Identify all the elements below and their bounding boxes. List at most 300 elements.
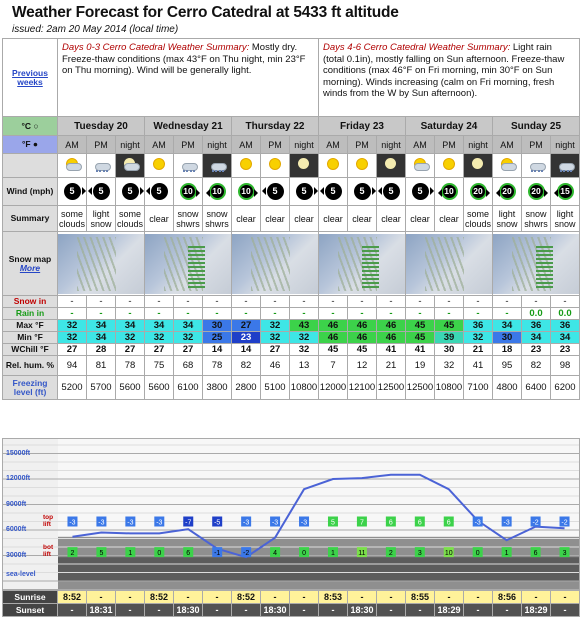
weather-icon-cell — [493, 154, 522, 178]
weather-icon-cell — [377, 154, 406, 178]
snow-map-image[interactable] — [406, 232, 493, 296]
sunset-cell: 18:30 — [348, 604, 377, 617]
min-temp-cell: 34 — [522, 332, 551, 344]
freezing-level-chart — [2, 438, 580, 590]
snow-map-image[interactable] — [493, 232, 580, 296]
snow-in-cell: - — [232, 296, 261, 308]
period-header: night — [377, 136, 406, 154]
humidity-cell: 46 — [261, 356, 290, 376]
previous-weeks-cell — [3, 39, 58, 117]
min-temp-cell: 32 — [58, 332, 87, 344]
freezing-level-cell: 5700 — [87, 376, 116, 400]
freezing-level-cell: 12500 — [377, 376, 406, 400]
summary-cell: snow shwrs — [522, 206, 551, 232]
snow-map-image[interactable] — [232, 232, 319, 296]
moon-cloud-icon — [119, 155, 141, 173]
issued-time: issued: 2am 20 May 2014 (local time) — [12, 24, 179, 35]
weather-icon-cell — [406, 154, 435, 178]
wind-arrow-icon: 10 — [238, 183, 255, 200]
sun-icon — [148, 155, 170, 173]
sun-cloud-icon — [409, 155, 431, 173]
max-temp-cell: 46 — [319, 320, 348, 332]
wind-cell — [464, 178, 493, 206]
sunset-cell: 18:29 — [522, 604, 551, 617]
freezing-level-cell: 10800 — [290, 376, 319, 400]
bot-lift-temp: 0 — [475, 550, 480, 558]
wind-arrow-icon: 20 — [470, 183, 487, 200]
altitude-label: 6000ft — [6, 526, 27, 533]
weather-summary-2 — [319, 39, 580, 117]
rain-in-cell: - — [377, 308, 406, 320]
wind-chill-cell: 41 — [377, 344, 406, 356]
min-temp-cell: 34 — [551, 332, 580, 344]
max-temp-cell: 32 — [58, 320, 87, 332]
sun-icon — [322, 155, 344, 173]
period-header: AM — [406, 136, 435, 154]
bot-lift-temp: 3 — [562, 550, 567, 558]
wind-cell — [377, 178, 406, 206]
day-header: Thursday 22 — [232, 117, 319, 136]
sunrise-cell: - — [464, 591, 493, 604]
sunset-cell: - — [116, 604, 145, 617]
wind-arrow-icon: 5 — [354, 183, 371, 200]
wind-arrow-icon: 5 — [122, 183, 139, 200]
max-temp-cell: 32 — [261, 320, 290, 332]
bot-lift-temp: 0 — [157, 550, 162, 558]
weather-icon-cell — [290, 154, 319, 178]
max-temp-cell: 30 — [203, 320, 232, 332]
bot-lift-temp: -1 — [214, 550, 221, 558]
period-header: PM — [174, 136, 203, 154]
snow-in-cell: - — [377, 296, 406, 308]
freezing-level-cell: 12500 — [406, 376, 435, 400]
sunrise-cell: - — [261, 591, 290, 604]
summary-cell: clear — [319, 206, 348, 232]
period-header: PM — [261, 136, 290, 154]
wind-cell — [116, 178, 145, 206]
sunrise-cell: - — [551, 591, 580, 604]
more-link[interactable]: More — [19, 262, 41, 273]
bot-lift-temp: 2 — [70, 550, 75, 558]
bot-lift-temp: 4 — [273, 550, 278, 558]
summary-cell: some clouds — [464, 206, 493, 232]
humidity-cell: 95 — [493, 356, 522, 376]
humidity-cell: 12 — [348, 356, 377, 376]
sunrise-cell: - — [348, 591, 377, 604]
sunrise-cell: 8:55 — [406, 591, 435, 604]
top-lift-temp: -3 — [127, 519, 134, 527]
summary-cell: clear — [145, 206, 174, 232]
snow-in-cell: - — [261, 296, 290, 308]
rain-in-cell: - — [116, 308, 145, 320]
rain-in-cell: 0.0 — [551, 308, 580, 320]
wind-cell — [493, 178, 522, 206]
freezing-level-cell: 4800 — [493, 376, 522, 400]
sunset-cell: - — [551, 604, 580, 617]
max-temp-cell: 45 — [406, 320, 435, 332]
sunset-cell: - — [58, 604, 87, 617]
summary-cell: clear — [232, 206, 261, 232]
freezing-level-cell: 7100 — [464, 376, 493, 400]
sunrise-cell: 8:53 — [319, 591, 348, 604]
freezing-level-cell: 3800 — [203, 376, 232, 400]
sunset-cell: - — [464, 604, 493, 617]
min-temp-cell: 34 — [87, 332, 116, 344]
lift-label: top lift — [43, 513, 54, 528]
snow-in-cell: - — [174, 296, 203, 308]
sun-cloud-icon — [496, 155, 518, 173]
weather-icon-cell — [464, 154, 493, 178]
bot-lift-temp: 6 — [533, 550, 538, 558]
max-temp-cell: 46 — [377, 320, 406, 332]
day-header: Sunday 25 — [493, 117, 580, 136]
min-temp-cell: 23 — [232, 332, 261, 344]
humidity-label: Rel. hum. % — [3, 356, 58, 376]
top-lift-temp: 6 — [446, 519, 451, 527]
period-header: night — [290, 136, 319, 154]
weather-icon-cell — [261, 154, 290, 178]
period-header: AM — [319, 136, 348, 154]
summary-cell: light snow — [551, 206, 580, 232]
period-header: AM — [232, 136, 261, 154]
snow-map-image[interactable] — [58, 232, 145, 296]
sunset-cell: - — [406, 604, 435, 617]
snow-in-cell: - — [406, 296, 435, 308]
previous-weeks-link[interactable]: Previous weeks — [12, 67, 48, 87]
period-header: night — [551, 136, 580, 154]
wind-arrow-icon: 5 — [325, 183, 342, 200]
min-temp-cell: 25 — [203, 332, 232, 344]
summary-title: Days 4-6 Cerro Catedral Weather Summary: — [323, 42, 511, 53]
min-temp-cell: 45 — [406, 332, 435, 344]
period-header: night — [464, 136, 493, 154]
rain-in-cell: - — [87, 308, 116, 320]
summary-label: Summary — [3, 206, 58, 232]
moon-icon — [380, 155, 402, 173]
wind-cell — [232, 178, 261, 206]
wind-chill-cell: 23 — [522, 344, 551, 356]
summary-cell: clear — [261, 206, 290, 232]
wind-chill-cell: 30 — [435, 344, 464, 356]
altitude-label: sea-level — [6, 571, 36, 578]
rain-in-cell: - — [493, 308, 522, 320]
top-lift-temp: -7 — [185, 519, 192, 527]
snow-cloud-icon — [206, 155, 228, 173]
wind-chill-cell: 27 — [58, 344, 87, 356]
freezing-level-cell: 2800 — [232, 376, 261, 400]
min-temp-cell: 46 — [348, 332, 377, 344]
snow-cloud-icon — [525, 155, 547, 173]
unit-fahrenheit-toggle[interactable]: °F ● — [3, 136, 58, 154]
rain-in-cell: - — [348, 308, 377, 320]
wind-arrow-icon: 5 — [383, 183, 400, 200]
sunset-cell: - — [232, 604, 261, 617]
snow-in-cell: - — [522, 296, 551, 308]
max-temp-cell: 36 — [522, 320, 551, 332]
wind-cell — [174, 178, 203, 206]
summary-cell: clear — [435, 206, 464, 232]
rain-in-cell: - — [319, 308, 348, 320]
rain-in-cell: - — [261, 308, 290, 320]
rain-in-cell: - — [145, 308, 174, 320]
humidity-cell: 7 — [319, 356, 348, 376]
sun-icon — [438, 155, 460, 173]
weather-icon-cell — [232, 154, 261, 178]
rain-in-cell: - — [232, 308, 261, 320]
wind-arrow-icon: 5 — [412, 183, 429, 200]
weather-icon-cell — [87, 154, 116, 178]
snow-map-image[interactable] — [319, 232, 406, 296]
bot-lift-temp: 10 — [444, 550, 453, 558]
humidity-cell: 21 — [377, 356, 406, 376]
bot-lift-temp: 1 — [128, 550, 133, 558]
period-header: PM — [348, 136, 377, 154]
max-temp-cell: 43 — [290, 320, 319, 332]
snow-in-cell: - — [58, 296, 87, 308]
bot-lift-temp: 2 — [388, 550, 393, 558]
max-temp-cell: 45 — [435, 320, 464, 332]
top-lift-temp: 5 — [331, 519, 335, 527]
rain-in-cell: 0.0 — [522, 308, 551, 320]
bot-lift-temp: 1 — [331, 550, 335, 558]
summary-text: Mostly dry. Freeze-thaw conditions (max 43°F on Thu night, min 23°F on Thu morning). Wind will be generally light. — [62, 42, 306, 76]
wind-cell — [203, 178, 232, 206]
min-temp-cell: 46 — [319, 332, 348, 344]
rain-in-cell: - — [464, 308, 493, 320]
wind-cell — [406, 178, 435, 206]
wind-arrow-icon: 15 — [557, 183, 574, 200]
altitude-label: 9000ft — [6, 500, 27, 508]
weather-icon-cell — [319, 154, 348, 178]
wind-chill-cell: 45 — [348, 344, 377, 356]
wind-arrow-icon: 5 — [267, 183, 284, 200]
weather-summary-1 — [58, 39, 319, 117]
min-temp-cell: 32 — [174, 332, 203, 344]
bot-lift-temp: 6 — [186, 550, 191, 558]
max-temp-cell: 34 — [116, 320, 145, 332]
wind-chill-cell: 28 — [87, 344, 116, 356]
wind-arrow-icon: 5 — [151, 183, 168, 200]
wind-cell — [58, 178, 87, 206]
wind-arrow-icon: 20 — [499, 183, 516, 200]
top-lift-temp: -3 — [503, 519, 510, 527]
snow-in-cell: - — [348, 296, 377, 308]
sun-icon — [351, 155, 373, 173]
min-temp-cell: 30 — [493, 332, 522, 344]
humidity-cell: 78 — [116, 356, 145, 376]
humidity-cell: 75 — [145, 356, 174, 376]
sun-icon — [235, 155, 257, 173]
period-header: night — [116, 136, 145, 154]
bot-lift-temp: 3 — [417, 550, 422, 558]
freezing-level-cell: 5600 — [116, 376, 145, 400]
page-title: Weather Forecast for Cerro Catedral at 5433 ft altitude — [12, 4, 399, 21]
moon-icon — [467, 155, 489, 173]
wind-cell — [290, 178, 319, 206]
wind-chill-cell: 27 — [261, 344, 290, 356]
sunrise-cell: 8:52 — [58, 591, 87, 604]
wind-cell — [348, 178, 377, 206]
freezing-level-cell: 5100 — [261, 376, 290, 400]
sunset-cell: 18:30 — [261, 604, 290, 617]
bot-lift-temp: 1 — [504, 550, 509, 558]
wind-arrow-icon: 10 — [180, 183, 197, 200]
rain-in-cell: - — [290, 308, 319, 320]
summary-cell: light snow — [493, 206, 522, 232]
sunset-cell: 18:31 — [87, 604, 116, 617]
sunrise-cell: 8:52 — [145, 591, 174, 604]
period-header: night — [203, 136, 232, 154]
snow-map-label — [3, 232, 58, 296]
freezing-level-cell: 12000 — [319, 376, 348, 400]
sunset-cell: 18:29 — [435, 604, 464, 617]
top-lift-temp: -3 — [98, 519, 105, 527]
weather-icon-cell — [145, 154, 174, 178]
humidity-cell: 78 — [203, 356, 232, 376]
humidity-cell: 82 — [232, 356, 261, 376]
sunset-cell: - — [377, 604, 406, 617]
wind-chill-cell: 27 — [116, 344, 145, 356]
min-temp-label: Min °F — [3, 332, 58, 344]
rain-in-cell: - — [406, 308, 435, 320]
weather-icon-cell — [348, 154, 377, 178]
sunrise-label: Sunrise — [3, 591, 58, 604]
bot-lift-temp: -2 — [243, 550, 250, 558]
humidity-cell: 68 — [174, 356, 203, 376]
humidity-cell: 32 — [435, 356, 464, 376]
top-lift-temp: -3 — [156, 519, 163, 527]
summary-cell: light snow — [87, 206, 116, 232]
humidity-cell: 13 — [290, 356, 319, 376]
snow-in-cell: - — [435, 296, 464, 308]
snow-in-label: Snow in — [3, 296, 58, 308]
rain-in-cell: - — [58, 308, 87, 320]
day-header: Wednesday 21 — [145, 117, 232, 136]
freezing-level-cell: 6400 — [522, 376, 551, 400]
moon-icon — [293, 155, 315, 173]
freezing-level-cell: 5600 — [145, 376, 174, 400]
top-lift-temp: -3 — [69, 519, 76, 527]
min-temp-cell: 46 — [377, 332, 406, 344]
weather-icon-cell — [174, 154, 203, 178]
humidity-cell: 94 — [58, 356, 87, 376]
sunrise-cell: - — [377, 591, 406, 604]
weather-icon-cell — [551, 154, 580, 178]
rain-in-cell: - — [203, 308, 232, 320]
forest-backdrop — [58, 557, 579, 581]
wind-chill-cell: 27 — [174, 344, 203, 356]
sunset-cell: - — [145, 604, 174, 617]
sun-times-table — [2, 590, 580, 617]
freezing-level-label: Freezing level (ft) — [3, 376, 58, 400]
sunrise-cell: - — [203, 591, 232, 604]
day-header: Saturday 24 — [406, 117, 493, 136]
snow-cloud-icon — [554, 155, 576, 173]
max-temp-cell: 27 — [232, 320, 261, 332]
freezing-level-cell: 10800 — [435, 376, 464, 400]
sunset-label: Sunset — [3, 604, 58, 617]
sunrise-cell: - — [522, 591, 551, 604]
freezing-level-cell: 5200 — [58, 376, 87, 400]
snow-map-image[interactable] — [145, 232, 232, 296]
lift-label: bot lift — [43, 544, 54, 559]
wind-chill-cell: 23 — [551, 344, 580, 356]
snow-in-cell: - — [464, 296, 493, 308]
freezing-level-cell: 6100 — [174, 376, 203, 400]
wind-chill-cell: 32 — [290, 344, 319, 356]
top-lift-temp: -3 — [271, 519, 279, 527]
sunrise-cell: - — [174, 591, 203, 604]
max-temp-cell: 34 — [87, 320, 116, 332]
min-temp-cell: 39 — [435, 332, 464, 344]
wind-chill-cell: 21 — [464, 344, 493, 356]
sunrise-cell: - — [116, 591, 145, 604]
period-header: AM — [493, 136, 522, 154]
weather-icon-cell — [58, 154, 87, 178]
day-header: Tuesday 20 — [58, 117, 145, 136]
sunset-cell: - — [319, 604, 348, 617]
top-lift-temp: -5 — [214, 519, 221, 527]
top-lift-temp: -2 — [532, 519, 539, 527]
wind-chill-cell: 18 — [493, 344, 522, 356]
wind-arrow-icon: 5 — [296, 183, 313, 200]
summary-cell: some clouds — [116, 206, 145, 232]
top-lift-temp: -3 — [243, 519, 250, 527]
snow-cloud-icon — [90, 155, 112, 173]
wind-arrow-icon: 5 — [64, 183, 81, 200]
period-header: PM — [522, 136, 551, 154]
wind-cell — [551, 178, 580, 206]
wind-chill-cell: 45 — [319, 344, 348, 356]
snow-in-cell: - — [145, 296, 174, 308]
wind-chill-cell: 41 — [406, 344, 435, 356]
summary-cell: some clouds — [58, 206, 87, 232]
bot-lift-temp: 11 — [358, 550, 366, 558]
altitude-label: 15000ft — [6, 449, 31, 457]
period-header: AM — [145, 136, 174, 154]
weather-icon-cell — [203, 154, 232, 178]
wind-cell — [522, 178, 551, 206]
max-temp-cell: 34 — [493, 320, 522, 332]
max-temp-label: Max °F — [3, 320, 58, 332]
altitude-label: 3000ft — [6, 551, 27, 559]
weather-icon-cell — [435, 154, 464, 178]
wind-label: Wind (mph) — [3, 178, 58, 206]
wind-cell — [145, 178, 174, 206]
rain-in-cell: - — [435, 308, 464, 320]
summary-title: Days 0-3 Cerro Catedral Weather Summary: — [62, 42, 250, 53]
snow-in-cell: - — [203, 296, 232, 308]
snow-cloud-icon — [177, 155, 199, 173]
max-temp-cell: 36 — [464, 320, 493, 332]
min-temp-cell: 32 — [290, 332, 319, 344]
summary-text: Light rain (total 0.1in), mostly falling on Sun afternoon. Freeze-thaw conditions (max 46°F on Fri morning, min 30°F on Sun morning). Winds increasing (calm on Fri morning, fresh winds from the W by Sun afternoon). — [323, 42, 565, 99]
snow-in-cell: - — [493, 296, 522, 308]
sunrise-cell: - — [435, 591, 464, 604]
min-temp-cell: 32 — [464, 332, 493, 344]
min-temp-cell: 32 — [116, 332, 145, 344]
day-header: Friday 23 — [319, 117, 406, 136]
sunrise-cell: - — [87, 591, 116, 604]
wind-arrow-icon: 10 — [441, 183, 458, 200]
wind-arrow-icon: 20 — [528, 183, 545, 200]
sunset-cell: 18:30 — [174, 604, 203, 617]
snow-in-cell: - — [290, 296, 319, 308]
unit-celsius-toggle[interactable]: °C ○ — [3, 117, 58, 136]
wind-arrow-icon: 10 — [209, 183, 226, 200]
max-temp-cell: 36 — [551, 320, 580, 332]
period-header: PM — [87, 136, 116, 154]
